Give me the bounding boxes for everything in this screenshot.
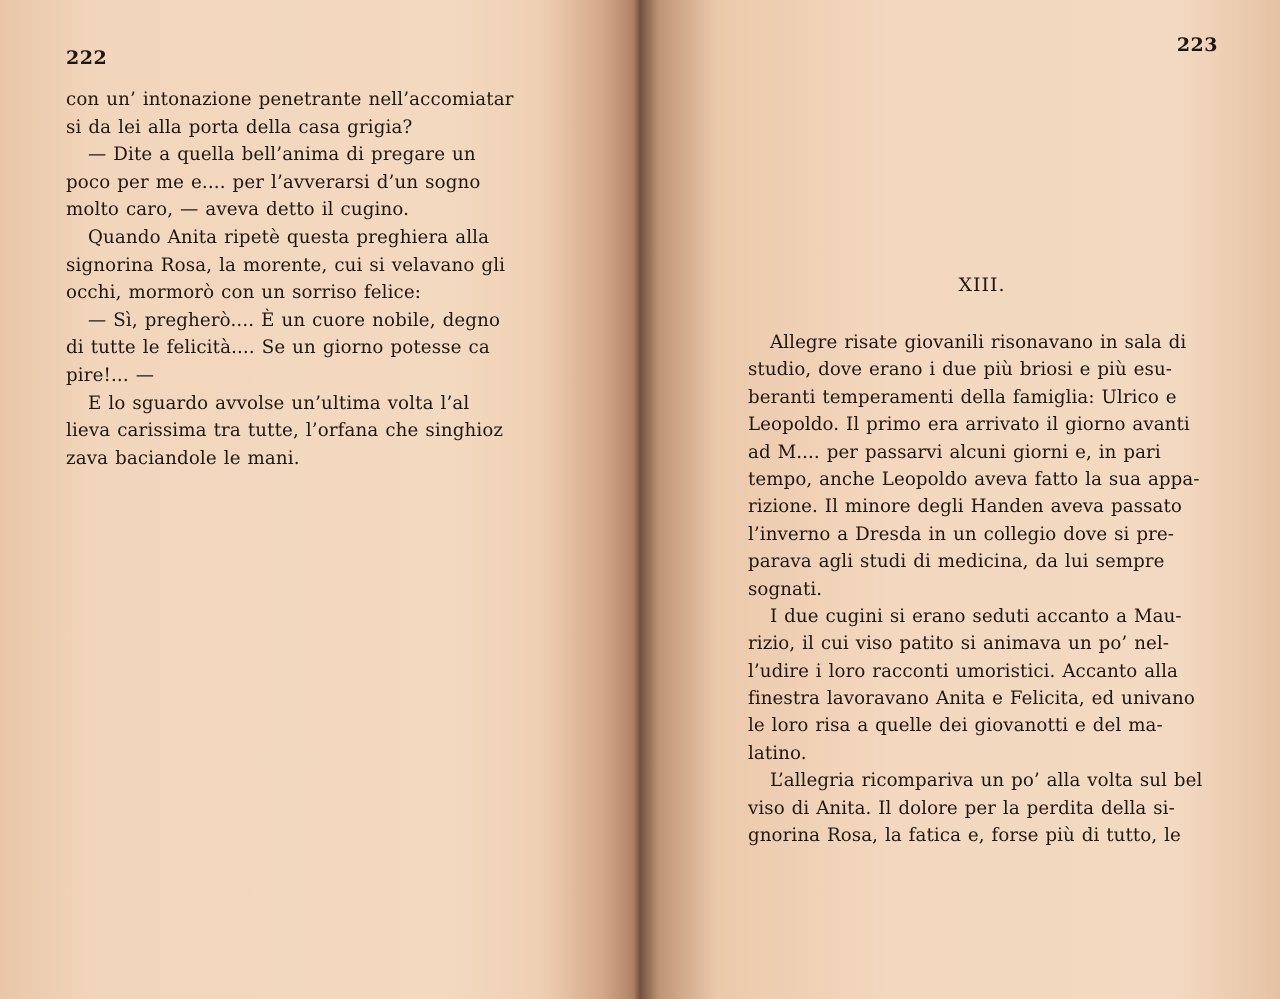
text-line: lieva carissima tra tutte, l’orfana che singhioz <box>66 420 504 442</box>
text-line: si da lei alla porta della casa grigia? <box>66 116 413 138</box>
page-number-right: 223 <box>1176 34 1218 56</box>
text-line: finestra lavoravano Anita e Felicita, ed univano <box>748 688 1195 710</box>
text-line: studio, dove erano i due più briosi e più esu- <box>748 359 1173 381</box>
text-line: I due cugini si erano seduti accanto a Mau- <box>770 605 1182 627</box>
text-line: rizione. Il minore degli Handen aveva passato <box>748 496 1182 518</box>
text-line: Allegre risate giovanili risonavano in sala di <box>770 332 1187 353</box>
text-line: Quando Anita ripetè questa preghiera alla <box>88 226 490 248</box>
chapter-title: XIII. <box>958 274 1006 296</box>
text-line: molto caro, — aveva detto il cugino. <box>66 199 410 221</box>
text-line: poco per me e.... per l’avverarsi d’un sogno <box>66 171 481 193</box>
right-page-text <box>748 329 1238 849</box>
text-line: zava baciandole le mani. <box>66 447 300 469</box>
text-line: Leopoldo. Il primo era arrivato il giorno avanti <box>748 414 1190 436</box>
page-number-left: 222 <box>66 47 108 69</box>
text-line: latino. <box>748 742 807 764</box>
text-line: gnorina Rosa, la fatica e, forse più di tutto, le <box>748 825 1181 847</box>
text-line: — Dite a quella bell’anima di pregare un <box>88 144 476 166</box>
text-line: L’allegria ricompariva un po’ alla volta sul bel <box>770 770 1203 792</box>
left-page-text <box>66 86 556 472</box>
text-line: beranti temperamenti della famiglia: Ulrico e <box>748 386 1177 408</box>
text-line: pire!... — <box>66 364 155 386</box>
text-line: sognati. <box>748 578 823 600</box>
text-line: signorina Rosa, la morente, cui si velavano gli <box>66 254 506 276</box>
text-line: parava agli studi di medicina, da lui sempre <box>748 551 1165 573</box>
text-line: — Sì, pregherò.... È un cuore nobile, degno <box>88 309 501 331</box>
text-line: le loro risa a quelle dei giovanotti e del ma- <box>748 715 1163 737</box>
text-line: viso di Anita. Il dolore per la perdita della si- <box>748 797 1175 819</box>
text-line: tempo, anche Leopoldo aveva fatto la sua appa- <box>748 468 1200 490</box>
text-line: rizio, il cui viso patito si animava un po’ nel- <box>748 633 1170 655</box>
text-line: con un’ intonazione penetrante nell’accomiatar <box>66 89 514 110</box>
text-line: ad M.... per passarvi alcuni giorni e, in pari <box>748 441 1161 463</box>
text-line: di tutte le felicità.... Se un giorno potesse ca <box>66 337 490 359</box>
text-line: l’inverno a Dresda in un collegio dove si pre- <box>748 523 1175 545</box>
text-line: l’udire i loro racconti umoristici. Accanto alla <box>748 660 1178 682</box>
right-page <box>640 0 1280 999</box>
text-line: occhi, mormorò con un sorriso felice: <box>66 282 422 304</box>
text-line: E lo sguardo avvolse un’ultima volta l’al <box>88 392 470 414</box>
